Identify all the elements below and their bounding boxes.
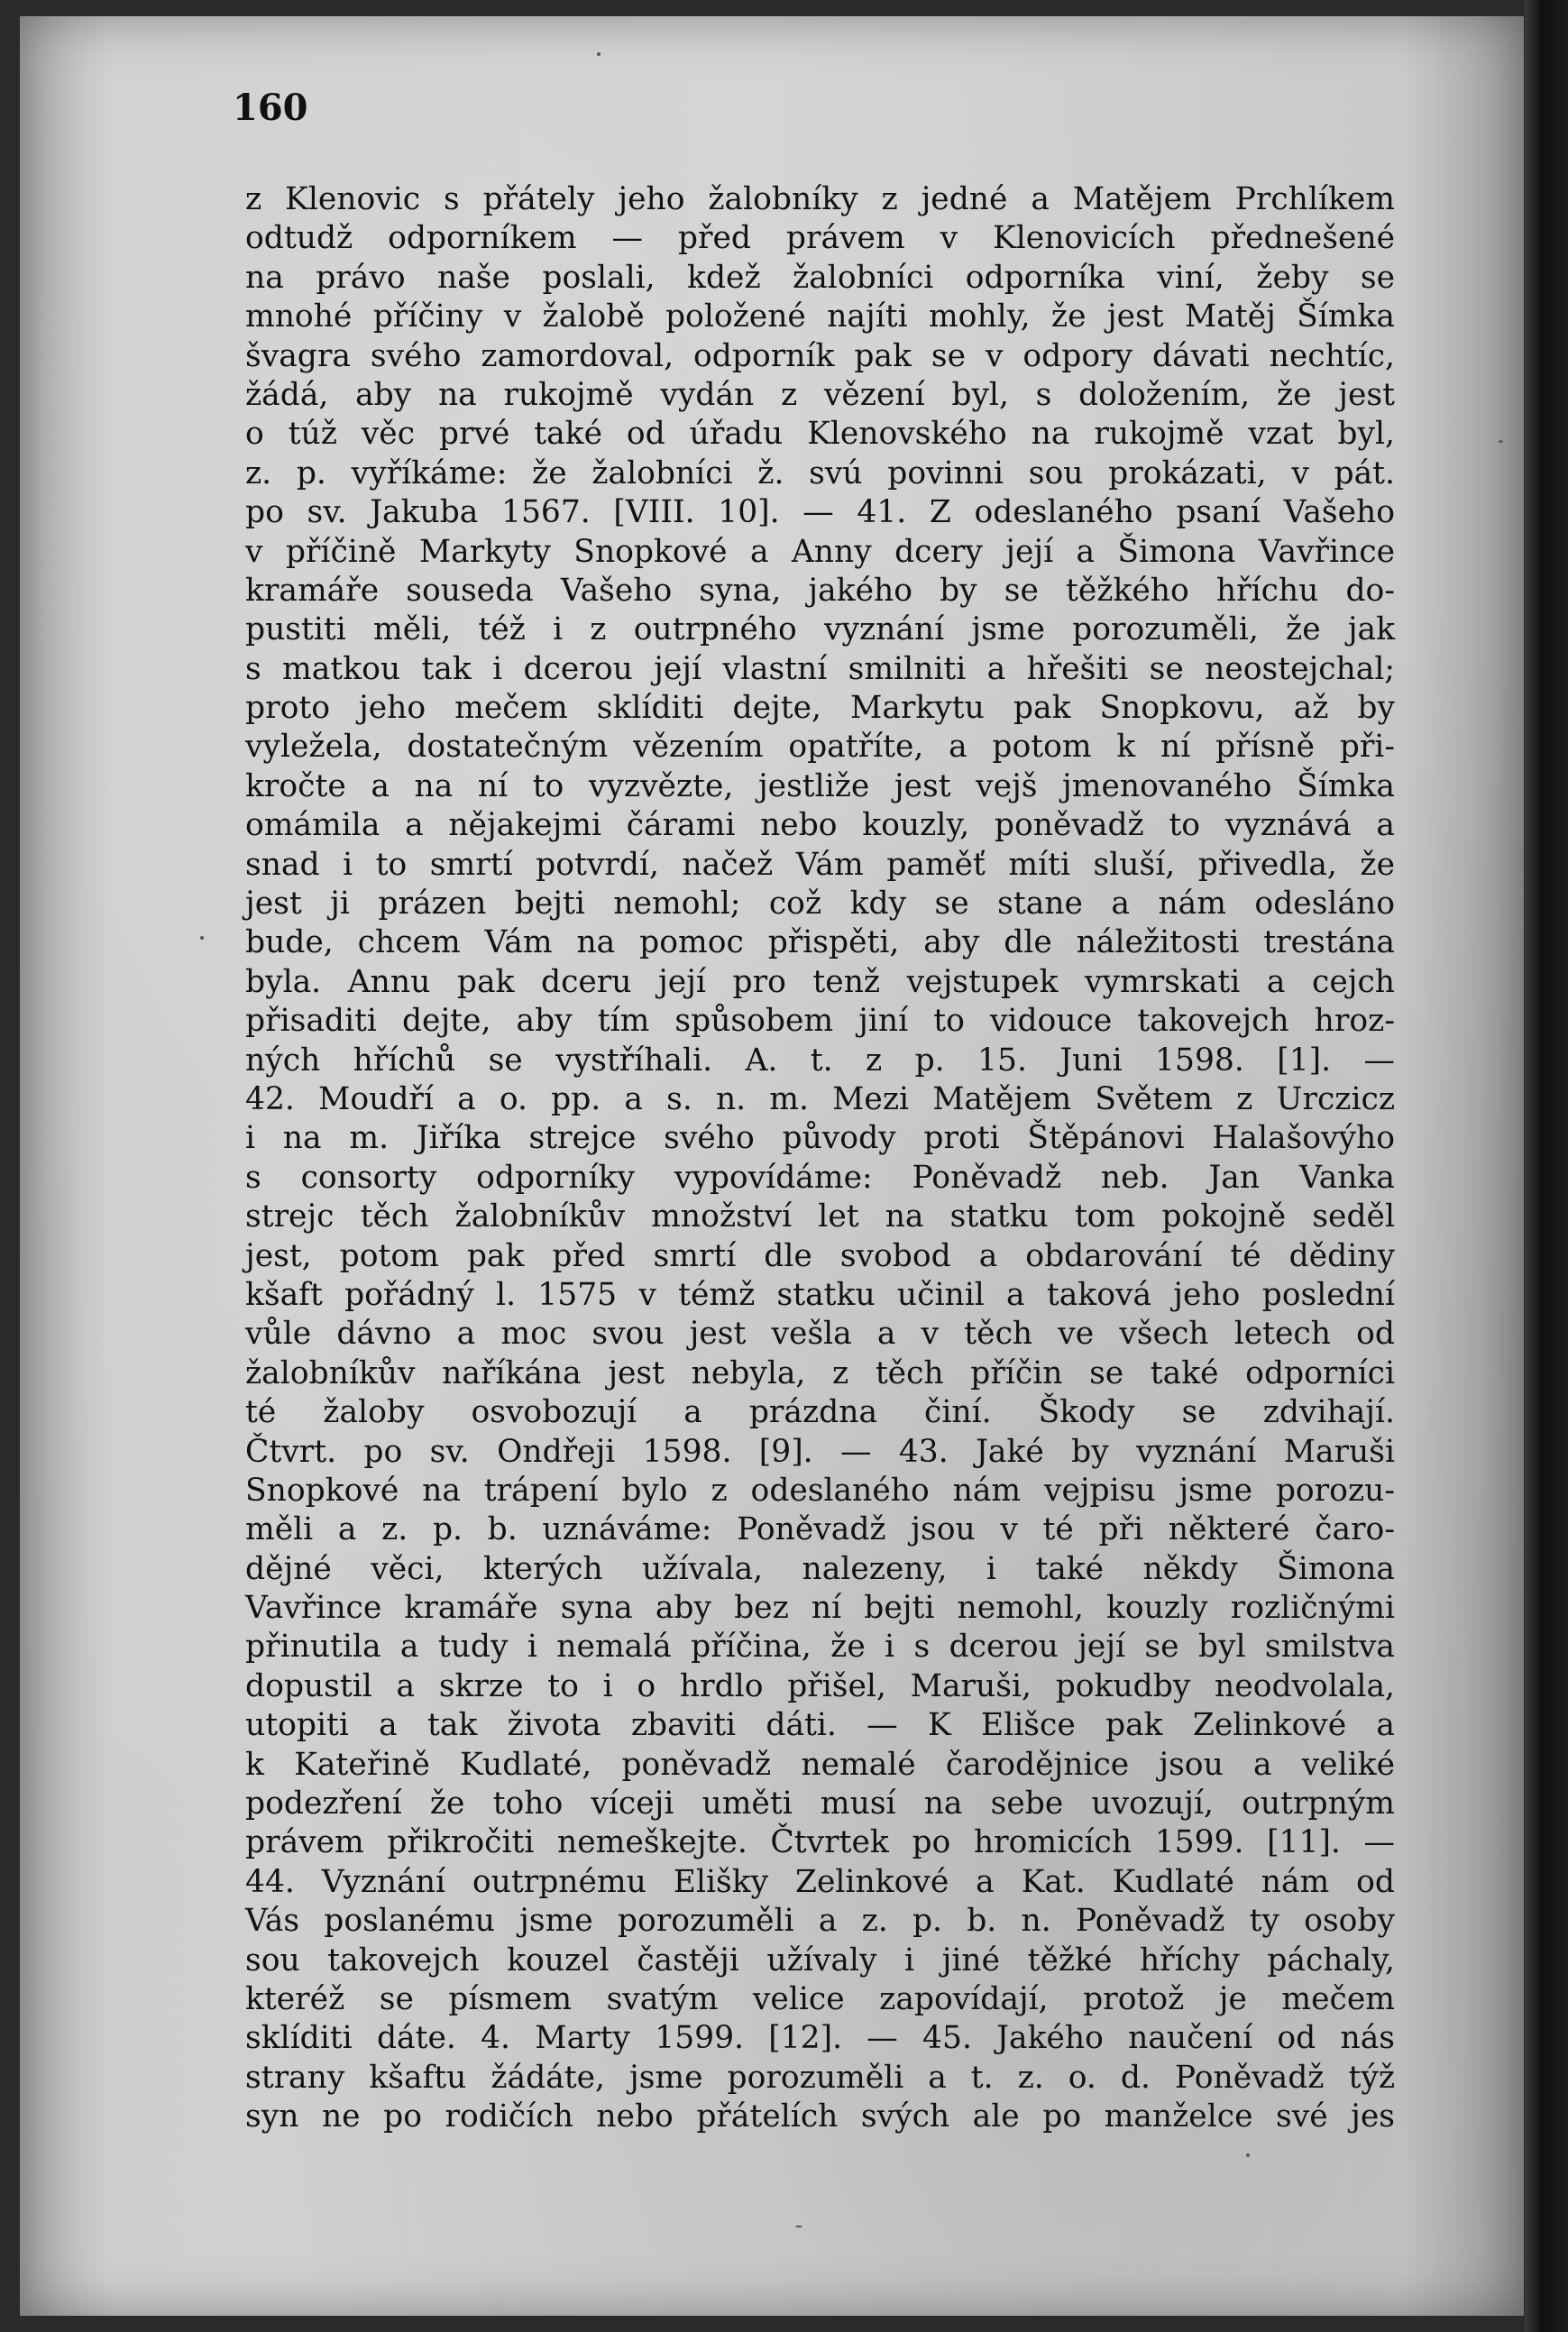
text-line: omámila a nějakejmi čárami nebo kouzly, poněvadž to vyznává a (245, 807, 1395, 844)
text-line: proto jeho mečem sklíditi dejte, Markytu pak Snopkovu, až by (245, 690, 1395, 727)
text-line: té žaloby osvobozují a prázdna činí. Škody se zdvihají. (245, 1394, 1395, 1431)
text-line: strany kšaftu žádáte, jsme porozuměli a t. z. o. d. Poněvadž týž (245, 2059, 1395, 2096)
text-line: přinutila a tudy i nemalá příčina, že i s dcerou její se byl smilstva (245, 1629, 1395, 1666)
text-line: kteréž se písmem svatým velice zapovídají, protož je mečem (245, 1980, 1395, 2017)
text-line: na právo naše poslali, kdež žalobníci odporníka viní, žeby se (245, 259, 1395, 296)
text-line: jest, potom pak před smrtí dle svobod a obdarování té dědiny (245, 1237, 1395, 1274)
book-spine-shadow (1525, 0, 1568, 2332)
text-line: kšaft pořádný l. 1575 v témž statku učinil a taková jeho poslední (245, 1276, 1395, 1313)
paper-speck (1246, 2153, 1250, 2157)
text-line: i na m. Jiříka strejce svého původy proti Štěpánovi Halašovýho (245, 1120, 1395, 1157)
text-line: o túž věc prvé také od úřadu Klenovského na rukojmě vzat byl, (245, 416, 1395, 453)
text-line: švagra svého zamordoval, odporník pak se v odpory dávati nechtíc, (245, 337, 1395, 374)
text-line: Snopkové na trápení bylo z odeslaného nám vejpisu jsme porozu- (245, 1472, 1395, 1509)
text-line: z Klenovic s přátely jeho žalobníky z jedné a Matějem Prchlíkem (245, 181, 1395, 217)
page-number: 160 (233, 87, 308, 129)
text-line: utopiti a tak života zbaviti dáti. — K Elišce pak Zelinkové a (245, 1707, 1395, 1744)
text-line: s matkou tak i dcerou její vlastní smilniti a hřešiti se neostejchal; (245, 650, 1395, 687)
paper-speck (795, 2226, 802, 2227)
paper-speck (597, 52, 601, 56)
text-line: sklíditi dáte. 4. Marty 1599. [12]. — 45. Jakého naučení od nás (245, 2020, 1395, 2057)
text-line: v příčině Markyty Snopkové a Anny dcery její a Šimona Vavřince (245, 533, 1395, 570)
text-line: jest ji prázen bejti nemohl; což kdy se stane a nám odesláno (245, 886, 1395, 923)
text-line: vůle dávno a moc svou jest vešla a v těch ve všech letech od (245, 1316, 1395, 1353)
text-line: měli a z. p. b. uznáváme: Poněvadž jsou v té při některé čaro- (245, 1511, 1395, 1548)
paper-speck (1499, 440, 1503, 443)
text-line: ných hříchů se vystříhali. A. t. z p. 15. Juni 1598. [1]. — (245, 1042, 1395, 1079)
text-line: po sv. Jakuba 1567. [VIII. 10]. — 41. Z odeslaného psaní Vašeho (245, 494, 1395, 531)
text-line: byla. Annu pak dceru její pro tenž vejstupek vymrskati a cejch (245, 963, 1395, 1000)
body-text (245, 180, 1395, 2137)
text-line: 44. Vyznání outrpnému Elišky Zelinkové a Kat. Kudlaté nám od (245, 1863, 1395, 1900)
text-line: Čtvrt. po sv. Ondřeji 1598. [9]. — 43. Jaké by vyznání Maruši (245, 1433, 1395, 1470)
text-line: kramáře souseda Vašeho syna, jakého by se těžkého hříchu do- (245, 572, 1395, 609)
text-line: vyležela, dostatečným vězením opatříte, a potom k ní přísně při- (245, 729, 1395, 766)
text-line: k Kateřině Kudlaté, poněvadž nemalé čarodějnice jsou a veliké (245, 1746, 1395, 1783)
text-line: sou takovejch kouzel častěji užívaly i jiné těžké hříchy páchaly, (245, 1942, 1395, 1979)
text-line: právem přikročiti nemeškejte. Čtvrtek po hromicích 1599. [11]. — (245, 1824, 1395, 1861)
text-line: pustiti měli, též i z outrpného vyznání jsme porozuměli, že jak (245, 611, 1395, 648)
text-line: žalobníkův naříkána jest nebyla, z těch příčin se také odporníci (245, 1354, 1395, 1391)
text-line: Vavřince kramáře syna aby bez ní bejti nemohl, kouzly rozličnými (245, 1590, 1395, 1627)
text-line: dějné věci, kterých užívala, nalezeny, i také někdy Šimona (245, 1550, 1395, 1587)
text-line: odtudž odporníkem — před právem v Klenovicích přednešené (245, 220, 1395, 257)
text-line: strejc těch žalobníkův množství let na statku tom pokojně seděl (245, 1198, 1395, 1235)
text-line: z. p. vyříkáme: že žalobníci ž. svú povinni sou prokázati, v pát. (245, 454, 1395, 491)
text-line: snad i to smrtí potvrdí, načež Vám paměť míti sluší, přivedla, že (245, 846, 1395, 883)
text-line: žádá, aby na rukojmě vydán z vězení byl, s doložením, že jest (245, 376, 1395, 413)
text-line: dopustil a skrze to i o hrdlo přišel, Maruši, pokudby neodvolala, (245, 1667, 1395, 1704)
text-line: přisaditi dejte, aby tím spůsobem jiní to vidouce takovejch hroz- (245, 1003, 1395, 1040)
text-line: Vás poslanému jsme porozuměli a z. p. b. n. Poněvadž ty osoby (245, 1903, 1395, 1940)
text-line: mnohé příčiny v žalobě položené najíti mohly, že jest Matěj Šímka (245, 298, 1395, 335)
text-line: syn ne po rodičích nebo přátelích svých ale po manželce své jes (245, 2098, 1395, 2135)
text-line: podezření že toho víceji uměti musí na sebe uvozují, outrpným (245, 1786, 1395, 1822)
text-line: kročte a na ní to vyzvězte, jestliže jest vejš jmenovaného Šímka (245, 767, 1395, 804)
paper-speck (200, 936, 204, 940)
text-line: 42. Moudří a o. pp. a s. n. m. Mezi Matějem Světem z Urczicz (245, 1080, 1395, 1117)
text-line: bude, chcem Vám na pomoc přispěti, aby dle náležitosti trestána (245, 924, 1395, 961)
text-line: s consorty odporníky vypovídáme: Poněvadž neb. Jan Vanka (245, 1159, 1395, 1196)
